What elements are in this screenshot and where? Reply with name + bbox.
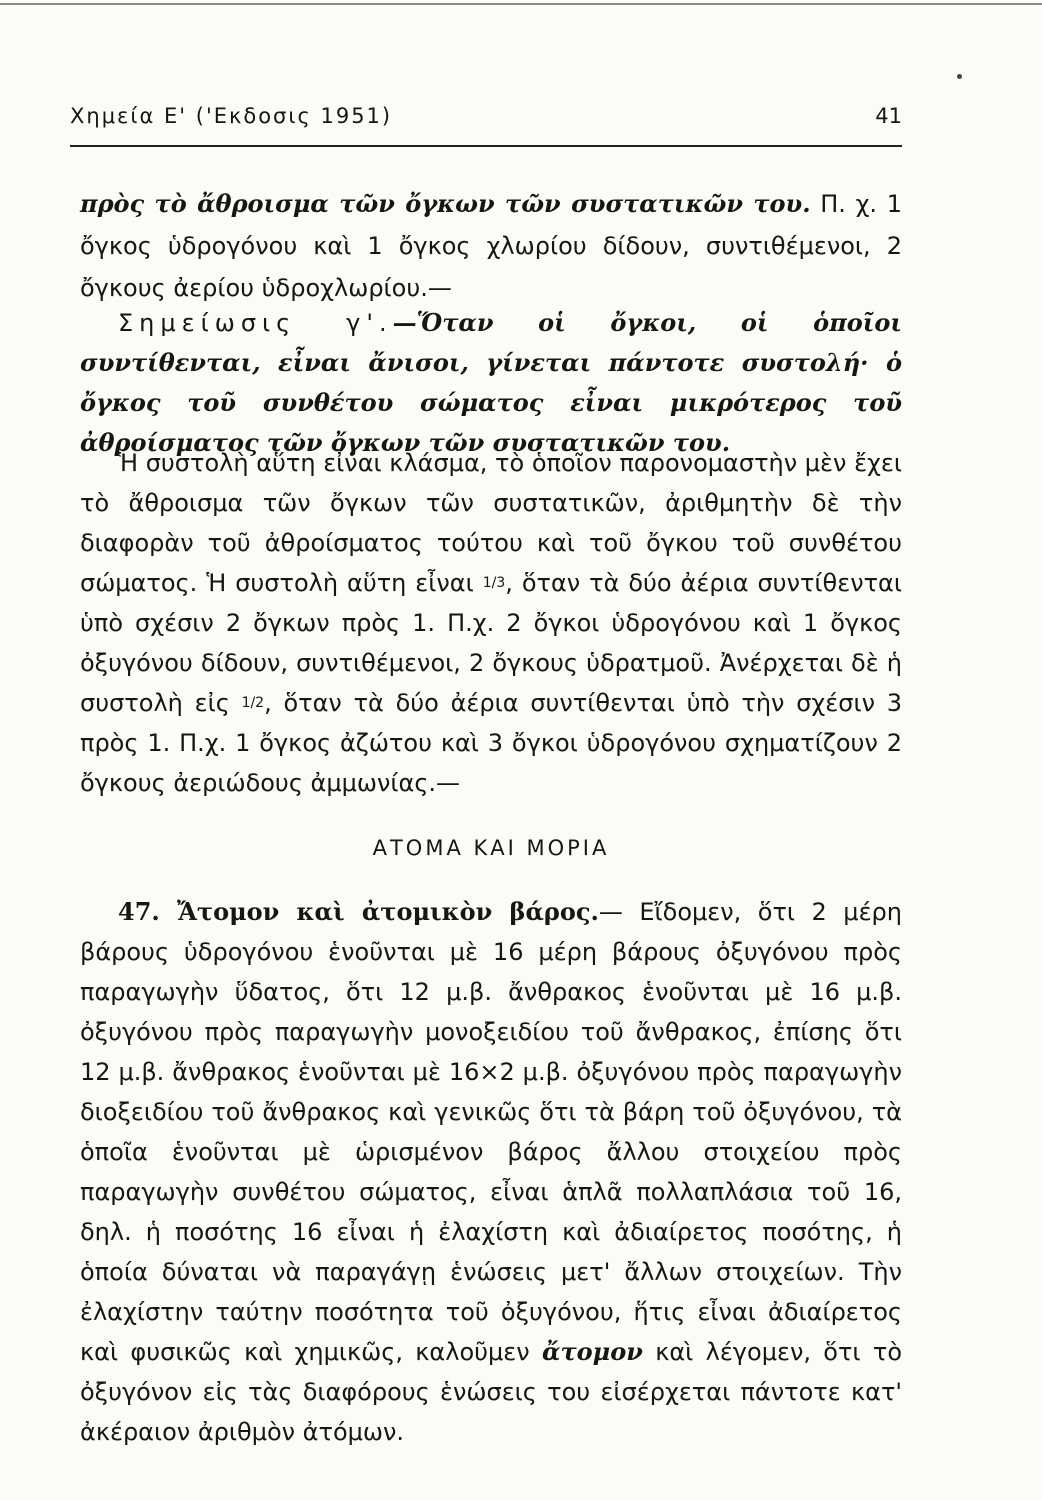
- contraction-paragraph: [80, 443, 902, 803]
- note-label: Σημείωσις γ'.: [118, 309, 393, 337]
- italic-rule-ending: πρὸς τὸ ἄθροισμα τῶν ὄγκων τῶν συστατικῶν του.: [80, 189, 811, 218]
- atom-paragraph: [80, 892, 902, 1452]
- contraction-text-2: , ὅταν τὰ δύο ἀέρια συντίθενται ὑπὸ σχέσιν 2 ὄγκων πρὸς 1. Π.χ. 2 ὄγκοι ὑδρογόνου καὶ 1 ὄγκος ὀξυγόνου δίδουν, συντιθέμενοι, 2 ὄγκους ὑδρατμοῦ. Ἀνέρχεται δὲ ἡ συστολὴ εἰς: [80, 569, 902, 717]
- scan-edge-line: [0, 3, 1042, 5]
- fraction-one-third: 1/3: [482, 575, 506, 591]
- example-text: Π. χ. 1 ὄγκος ὑδρογόνου καὶ 1 ὄγκος χλωρίου δίδουν, συντιθέμενοι, 2 ὄγκους ἀερίου ὑδροχλωρίου.—: [80, 190, 902, 302]
- note-gamma: [80, 303, 902, 463]
- contraction-text-3: , ὅταν τὰ δύο ἀέρια συντίθενται ὑπὸ τὴν σχέσιν 3 πρὸς 1. Π.χ. 1 ὄγκος ἀζώτου καὶ 3 ὄγκοι ὑδρογόνου σχηματίζουν 2 ὄγκους ἀεριώδους ἀμμωνίας.—: [80, 689, 903, 797]
- note-italic-text: —Ὅταν οἱ ὄγκοι, οἱ ὁποῖοι συντίθενται, εἶναι ἄνισοι, γίνεται πάντοτε συστολή· ὁ ὄγκος τοῦ συνθέτου σώματος εἶναι μικρότερος τοῦ ἀθροίσματος τῶν ὄγκων τῶν συστατικῶν του.: [80, 308, 902, 457]
- paragraph-continuation: [80, 183, 902, 309]
- fraction-one-half: 1/2: [241, 695, 265, 711]
- section-title-47: 47. Ἄτομον καὶ ἀτομικὸν βάρος.: [118, 897, 599, 926]
- header-rule: [70, 145, 902, 147]
- atom-text-1: — Εἴδομεν, ὅτι 2 μέρη βάρους ὑδρογόνου ἑνοῦνται μὲ 16 μέρη βάρους ὀξυγόνου πρὸς παραγωγὴν ὕδατος, ὅτι 12 μ.β. ἄνθρακος ἑνοῦνται μὲ 16 μ.β. ὀξυγόνου πρὸς παραγωγὴν μονοξειδίου τοῦ ἄνθρακος, ἐπίσης ὅτι 12 μ.β. ἄνθρακος ἑνοῦνται μὲ 16×2 μ.β. ὀξυγόνου πρὸς παραγωγὴν διοξειδίου τοῦ ἄνθρακος καὶ γενικῶς ὅτι τὰ βάρη τοῦ ὀξυγόνου, τὰ ὁποῖα ἑνοῦνται μὲ ὡρισμένον βάρος ἄλλου στοιχείου πρὸς παραγωγὴν συνθέτου σώματος, εἶναι ἁπλᾶ πολλαπλάσια τοῦ 16, δηλ. ἡ ποσότης 16 εἶναι ἡ ἐλαχίστη καὶ ἀδιαίρετος ποσότης, ἡ ὁποία δύναται νὰ παραγάγῃ ἑνώσεις μετ' ἄλλων στοιχείων. Τὴν ἐλαχίστην ταύτην ποσότητα τοῦ ὀξυγόνου, ἥτις εἶναι ἀδιαίρετος καὶ φυσικῶς καὶ χημικῶς, καλοῦμεν: [80, 898, 902, 1366]
- running-header: [70, 100, 902, 136]
- contraction-text-1: Ἡ συστολὴ αὕτη εἶναι κλάσμα, τὸ ὁποῖον παρονομαστὴν μὲν ἔχει τὸ ἄθροισμα τῶν ὄγκων τῶν συστατικῶν, ἀριθμητὴν δὲ τὴν διαφορὰν τοῦ ἀθροίσματος τούτου καὶ τοῦ ὄγκου τοῦ συνθέτου σώματος. Ἡ συστολὴ αὕτη εἶναι: [80, 449, 902, 597]
- term-atom: ἄτομον: [542, 1337, 643, 1366]
- atom-text-2: καὶ λέγομεν, ὅτι τὸ ὀξυγόνον εἰς τὰς διαφόρους ἑνώσεις του εἰσέρχεται πάντοτε κατ' ἀκέραιον ἀριθμὸν ἀτόμων.: [80, 1338, 903, 1446]
- running-title: Χημεία Ε' ('Εκδοσις 1951): [70, 104, 393, 128]
- page-number: 41: [875, 104, 902, 128]
- ink-speck: [957, 74, 962, 79]
- section-heading: ΑΤΟΜΑ ΚΑΙ ΜΟΡΙΑ: [372, 836, 610, 860]
